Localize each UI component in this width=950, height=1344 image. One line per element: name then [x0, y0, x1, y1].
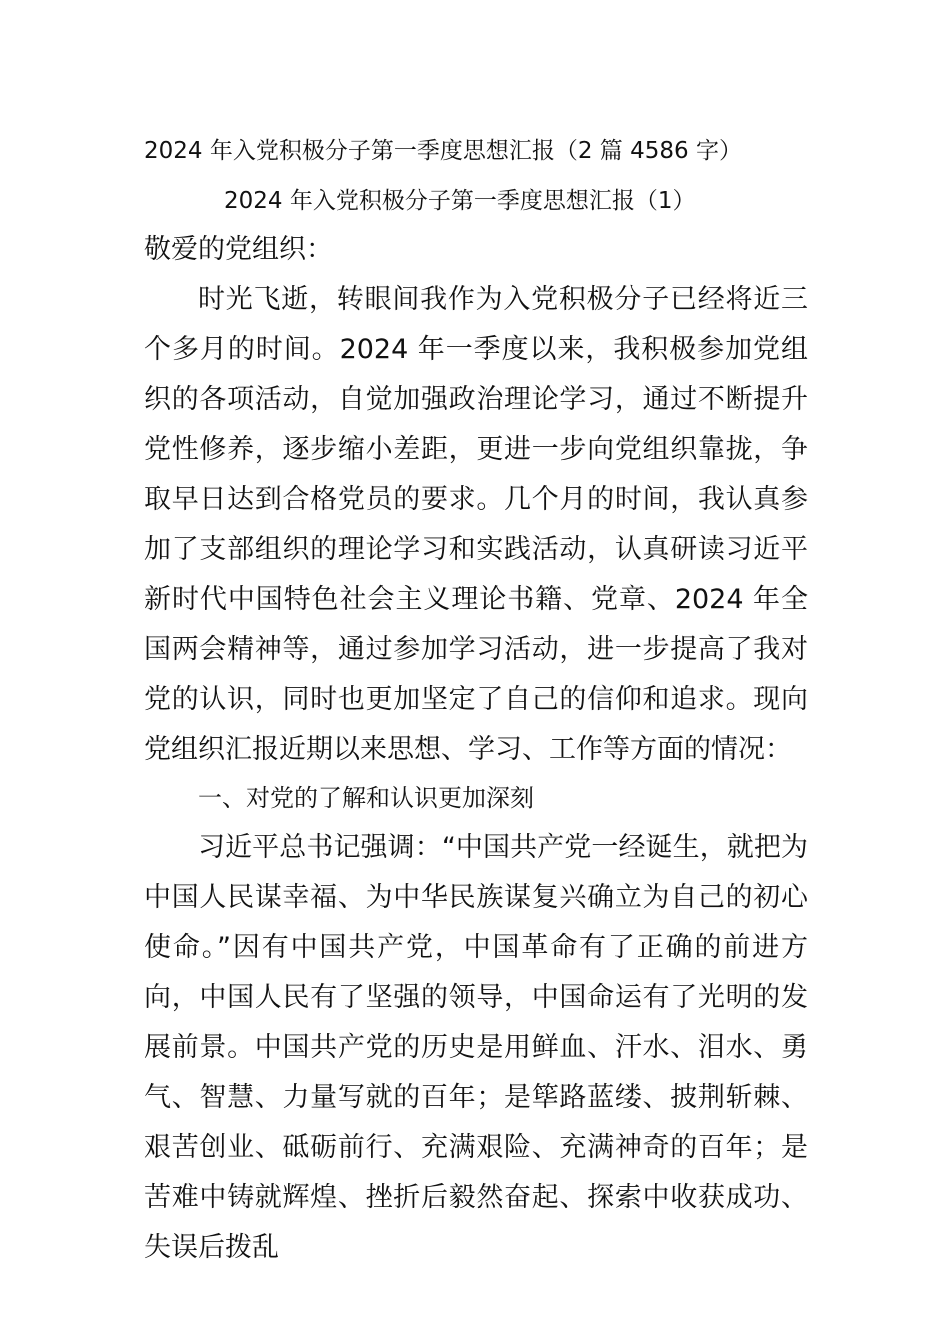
paragraph-intro: 时光飞逝，转眼间我作为入党积极分子已经将近三个多月的时间。2024 年一季度以来，我积极参加党组织的各项活动，自觉加强政治理论学习，通过不断提升党性修养，逐步缩小差距，更进一步向党组织靠拢，争取早日达到合格党员的要求。几个月的时间，我认真参加了支部组织的理论学习和实践活动，认真研读习近平新时代中国特色社会主义理论书籍、党章、2024 年全国两会精神等，通过参加学习活动，进一步提高了我对党的认识，同时也更加坚定了自己的信仰和追求。现向党组织汇报近期以来思想、学习、工作等方面的情况：: [144, 284, 808, 765]
section-heading-1: 一、对党的了解和认识更加深刻: [198, 784, 534, 812]
document-title: 2024 年入党积极分子第一季度思想汇报（2 篇 4586 字）: [144, 138, 742, 164]
document-subtitle: 2024 年入党积极分子第一季度思想汇报（1）: [224, 188, 696, 214]
paragraph-section-1: 习近平总书记强调：“中国共产党一经诞生，就把为中国人民谋幸福、为中华民族谋复兴确立为自己的初心使命。”因有中国共产党，中国革命有了正确的前进方向，中国人民有了坚强的领导，中国命运有了光明的发展前景。中国共产党的历史是用鲜血、汗水、泪水、勇气、智慧、力量写就的百年；是筚路蓝缕、披荆斩棘、艰苦创业、砥砺前行、充满艰险、充满神奇的百年；是苦难中铸就辉煌、挫折后毅然奋起、探索中收获成功、失误后拨乱: [144, 832, 808, 1263]
salutation: 敬爱的党组织：: [144, 234, 333, 265]
